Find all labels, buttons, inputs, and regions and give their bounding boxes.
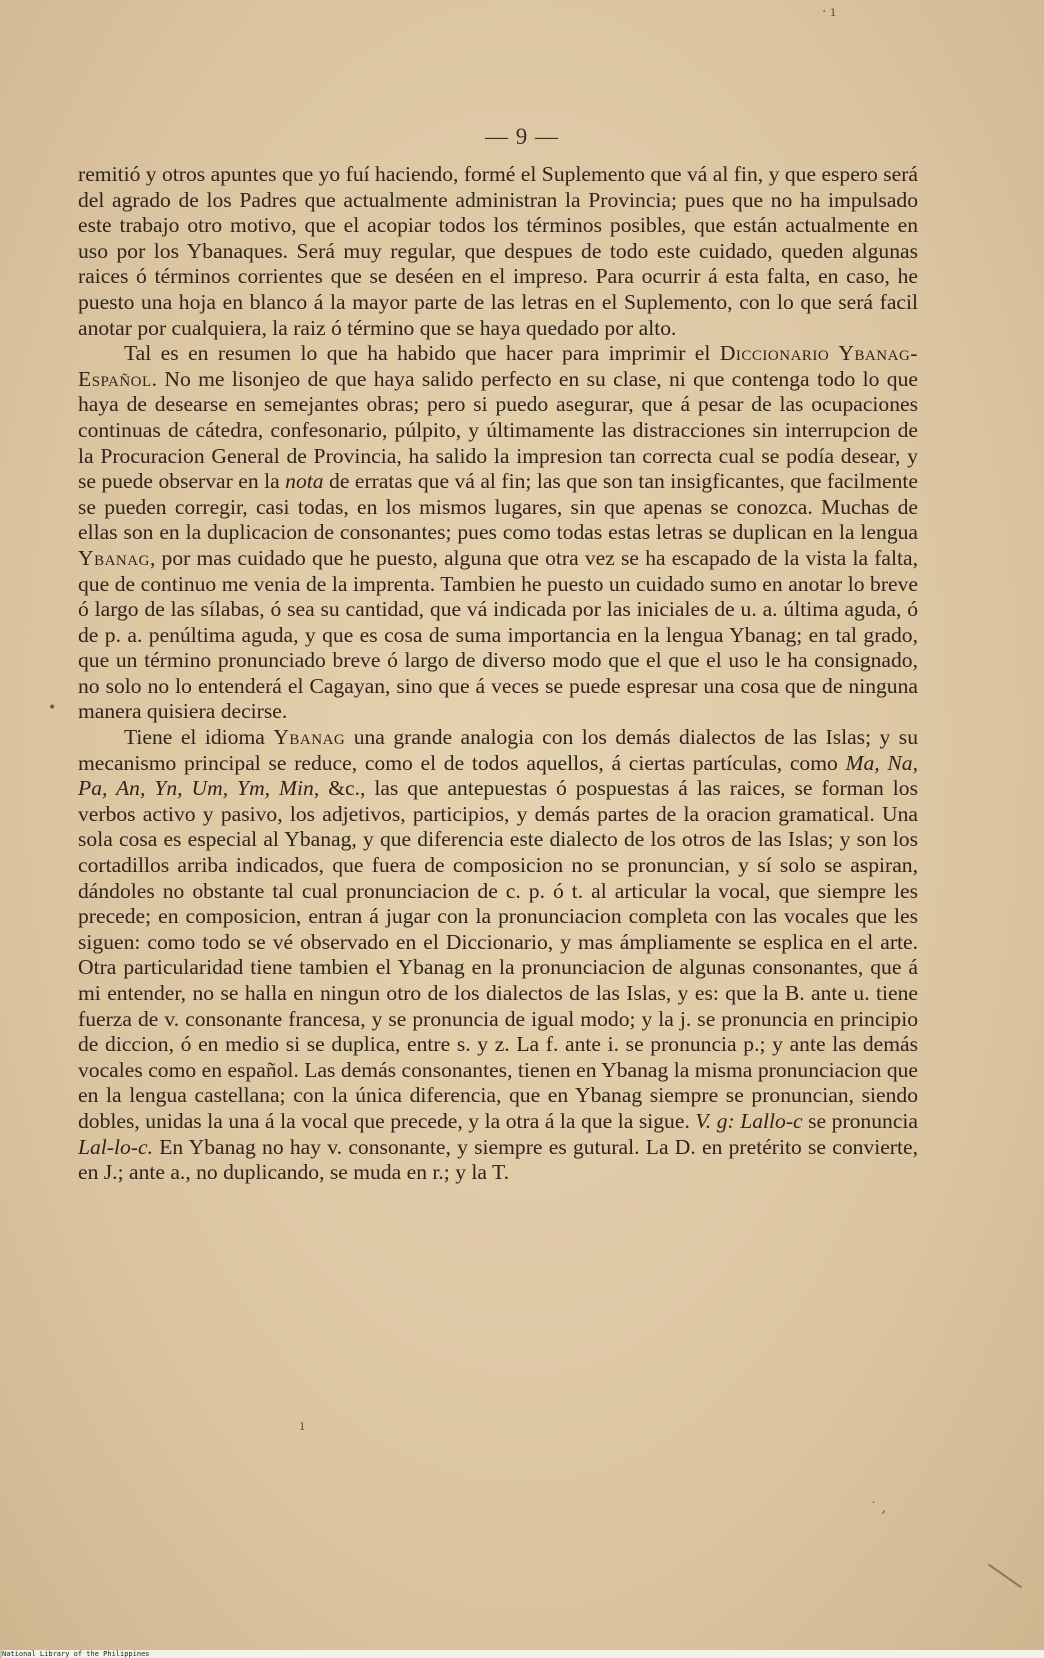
page-stain (988, 1564, 1022, 1589)
text-run: , por mas cuidado que he puesto, alguna que otra vez se ha escapado de la vista la falta, que de continuo me venia de la imprenta. Tambien he puesto un cuidado sumo en anotar lo breve ó largo de las sílabas, ó sea su cantidad, que vá indicada por las iniciales de u. a. última aguda, ó de p. a. penúltima aguda, y que es cosa de suma importancia en la lengua Ybanag; en tal grado, que un término pronunciado breve ó largo de diverso modo que el que el uso le ha consignado, no solo no lo entenderá el Cagayan, sino que á veces se puede espresar una cosa que de ninguna manera quisiera decirse. (78, 545, 918, 724)
example-word: V. g: Lallo-c (695, 1108, 803, 1133)
text-run: de erratas que vá al fin; las que son tan insigficantes, que facilmente se pueden corregir, casi todas, en los mismos lugares, sin que apenas se conozca. Muchas de ellas son en la duplicacion de consonantes; pues como todas estas letras se duplican en la lengua (78, 469, 918, 545)
paragraph-3 (78, 725, 918, 1186)
particles-list: Ma, Na, Pa, An, Yn, Um, Ym, Min, (78, 750, 919, 801)
page-speck: ı (300, 1418, 305, 1434)
paragraph-2 (78, 341, 918, 725)
text-run: &c., las que antepuestas ó pospuestas á las raices, se forman los verbos activo y pasivo, los adjetivos, participios, y demás partes de la oracion gramatical. Una sola cosa es especial al Ybanag, y que diferencia este dialecto de los otros de las Islas; y son los cortadillos arriba indicados, que fuera de composicion no se pronuncian, y sí solo se aspiran, dándoles no obstante tal cual pronunciacion de c. p. ó t. al articular la vocal, que siempre les precede; en composicion, entran á jugar con la pronunciacion completa con las vocales que les siguen: como todo se vé observado en el Diccionario, y mas ámpliamente se esplica en el arte. Otra particularidad tiene tambien el Ybanag en la pronunciacion de algunas consonantes, que á mi entender, no se halla en ningun otro de los dialectos de las Islas, y es: que la B. ante u. tiene fuerza de v. consonante francesa, y se pronuncia de igual modo; y la j. se pronuncia en principio de diccion, ó en medio si se duplica, entre s. y z. La f. ante i. se pronuncia p.; y ante las demás vocales como en español. Las demás consonantes, tienen en Ybanag la misma pronunciacion que en la lengua castellana; con la única diferencia, que en Ybanag siempre se pronuncian, siendo dobles, unidas la una á la vocal que precede, y la otra á la que la sigue. (78, 776, 918, 1133)
page-speck: • (48, 700, 57, 716)
language-name: Ybanag (78, 545, 150, 570)
dictionary-title: Diccionario Ybanag-Español (78, 341, 918, 391)
language-name: Ybanag (273, 725, 346, 750)
page-speck: ˙ , (870, 1500, 886, 1516)
text-run: . No me lisonjeo de que haya salido perfecto en su clase, ni que contenga todo lo que haya de desearse en semejantes obras; pero si puedo asegurar, que á pesar de las ocupaciones continuas de cátedra, confesonario, púlpito, y últimamente las distracciones sin interrupcion de la Procuracion General de Provincia, ha salido la impresion tan correcta cual se podía desear, y se puede observar en la (78, 366, 918, 494)
paragraph-1: remitió y otros apuntes que yo fuí haciendo, formé el Suplemento que vá al fin, y que espero será del agrado de los Padres que actualmente administran la Provincia; pues que no ha impulsado este trabajo otro motivo, que el acopiar todos los términos posibles, que están actualmente en uso por los Ybanaques. Será muy regular, que despues de todo este cuidado, queden algunas raices ó términos corrientes que se deséen en el impreso. Para ocurrir á esta falta, en caso, he puesto una hoja en blanco á la mayor parte de las letras en el Suplemento, con lo que será facil anotar por cualquiera, la raiz ó término que se haya quedado por alto. (78, 162, 918, 340)
text-run: se pronuncia (802, 1108, 918, 1133)
page-number: — 9 — (485, 124, 559, 149)
text-run: Tiene el idioma (124, 725, 274, 750)
body-text (78, 162, 918, 1186)
page-speck: · ı (822, 4, 836, 20)
example-pronunciation: Lal-lo-c. (78, 1134, 153, 1159)
text-run: Tal es en resumen lo que ha habido que hacer para imprimir el (124, 341, 720, 366)
italic-note: nota (285, 469, 324, 494)
text-run: una grande analogia con los demás dialectos de las Islas; y su mecanismo principal se reduce, como el de todos aquellos, á ciertas partículas, como (78, 725, 918, 775)
text-run: En Ybanag no hay v. consonante, y siempre es gutural. La D. en pretérito se convierte, en J.; ante a., no duplicando, se muda en r.; y la T. (78, 1134, 918, 1185)
library-footer: National Library of the Philippines (2, 1650, 1044, 1658)
